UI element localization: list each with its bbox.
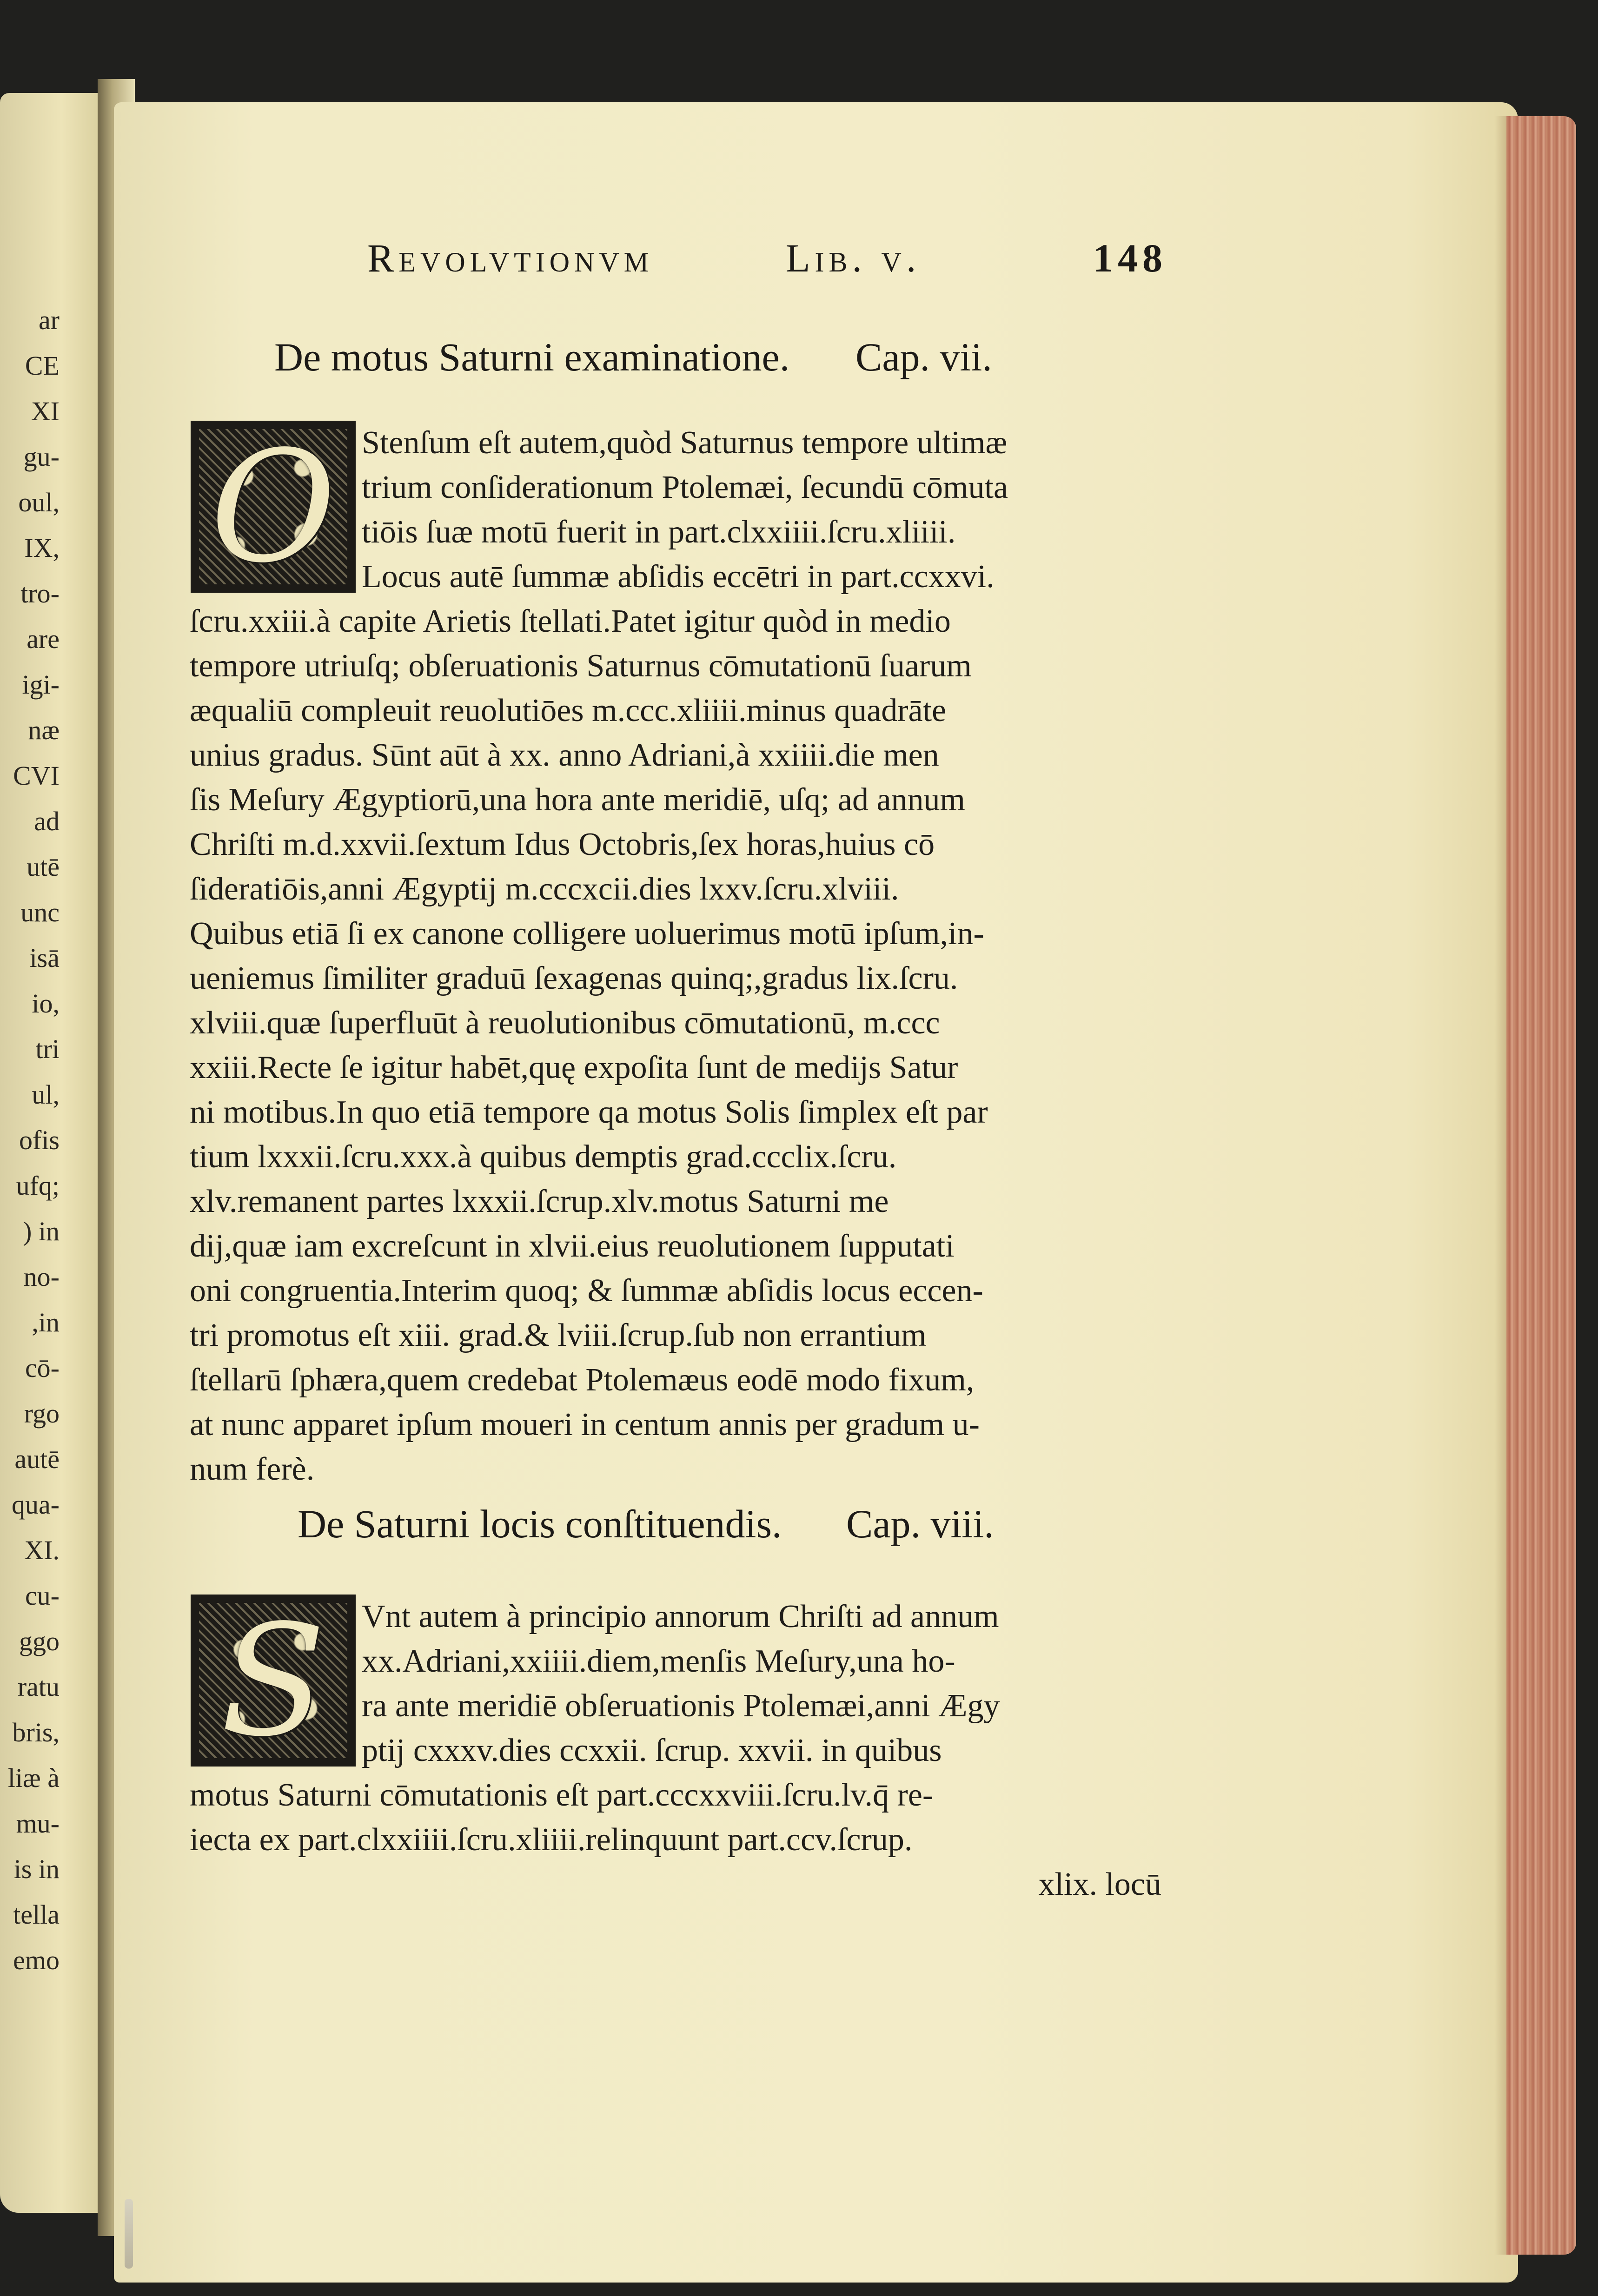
text-line: at nunc apparet ipſum moueri in centum annis per gradum u- [190, 1407, 980, 1442]
margin-fragment: tro- [20, 578, 60, 609]
margin-fragment: bris, [12, 1717, 60, 1747]
text-line: ſis Meſury Ægyptiorū,una hora ante meridiē, uſq; ad annum [190, 782, 965, 818]
margin-fragment: ) in [23, 1216, 60, 1246]
text-line: ni motibus.In quo etiā tempore qa motus Solis ſimplex eſt par [190, 1094, 988, 1130]
margin-fragment: XI [31, 396, 60, 426]
margin-fragment: cu- [25, 1581, 60, 1611]
margin-fragment: rgo [24, 1398, 60, 1429]
margin-fragment: cō- [25, 1353, 60, 1383]
text-line: tempore utriuſq; obſeruationis Saturnus cōmutationū ſuarum [190, 648, 972, 684]
text-line: Locus autē ſummæ abſidis eccētri in part.ccxxvi. [362, 559, 995, 595]
margin-fragment: ar [38, 305, 60, 335]
text-line: Chriſti m.d.xxvii.ſextum Idus Octobris,ſex horas,huius cō [190, 827, 935, 862]
text-line: xxiii.Recte ſe igitur habēt,quę expoſita ſunt de medijs Satur [190, 1050, 958, 1085]
margin-fragment: are [27, 624, 60, 654]
running-head-title: Revolvtionvm [367, 236, 654, 280]
text-line: æqualiū compleuit reuolutiōes m.ccc.xliiii.minus quadrāte [190, 693, 947, 728]
text-line: xlviii.quæ ſuperfluūt à reuolutionibus cōmutationū, m.ccc [190, 1005, 940, 1041]
text-line: ſcru.xxiii.à capite Arietis ſtellati.Patet igitur quòd in medio [190, 603, 951, 639]
margin-fragment: ufq; [16, 1171, 60, 1201]
margin-fragment: ratu [17, 1672, 60, 1702]
margin-fragment: unc [20, 897, 60, 927]
margin-fragment: ggo [19, 1626, 60, 1656]
margin-fragment: tella [13, 1899, 60, 1930]
margin-fragment: autē [14, 1444, 60, 1474]
margin-fragment: ,in [32, 1307, 60, 1337]
margin-fragment: ad [34, 806, 60, 836]
margin-fragment: emo [13, 1945, 60, 1975]
text-line: tri promotus eſt xiii. grad.& lviii.ſcrup.ſub non errantium [190, 1317, 927, 1353]
left-margin-fragments [4, 298, 60, 1983]
text-line: Stenſum eſt autem,quòd Saturnus tempore ultimæ [362, 425, 1008, 461]
margin-fragment: utē [27, 852, 60, 882]
text-line: Quibus etiā ſi ex canone colligere uoluerimus motū ipſum,in- [190, 916, 984, 952]
text-line: xx.Adriani,xxiiii.diem,menſis Meſury,una ho- [362, 1643, 955, 1679]
margin-fragment: mu- [16, 1808, 60, 1839]
margin-fragment: XI. [24, 1535, 60, 1565]
text-line: ra ante meridiē obſeruationis Ptolemæi,anni Ægy [362, 1688, 1000, 1724]
margin-fragment: CE [25, 351, 60, 381]
running-head-book: Lib. v. [786, 236, 921, 280]
chapter8-heading: De Saturni locis conſtituendis. [298, 1502, 782, 1546]
text-line: unius gradus. Sūnt aūt à xx. anno Adriani,à xxiiii.die men [190, 737, 939, 773]
text-line: xlv.remanent partes lxxxii.ſcrup.xlv.motus Saturni me [190, 1184, 889, 1219]
chapter8-cap: Cap. viii. [846, 1502, 994, 1546]
running-head [367, 235, 1167, 286]
left-facing-page [0, 93, 112, 2213]
text-line: iecta ex part.clxxiiii.ſcru.xliiii.relinquunt part.ccv.ſcrup. [190, 1822, 913, 1858]
page-block-red-edge [1506, 116, 1576, 2255]
text-line: motus Saturni cōmutationis eſt part.cccxxviii.ſcru.lv.q̄ re- [190, 1777, 934, 1813]
text-line: Vnt autem à principio annorum Chriſti ad annum [362, 1599, 999, 1634]
text-line: ſtellarū ſphæra,quem credebat Ptolemæus eodē modo fixum, [190, 1362, 975, 1398]
text-line: ptij cxxxv.dies ccxxii. ſcrup. xxvii. in quibus [362, 1733, 942, 1768]
margin-fragment: gu- [23, 442, 60, 472]
chapter7-body [190, 421, 1161, 1492]
margin-fragment: qua- [11, 1489, 60, 1520]
text-line: ſideratiōis,anni Ægyptij m.cccxcii.dies lxxv.ſcru.xlviii. [190, 871, 899, 907]
text-line: trium conſiderationum Ptolemæi, ſecundū cōmuta [362, 470, 1008, 505]
margin-fragment: CVI [13, 761, 60, 791]
text-line: xlix. locū [1038, 1866, 1161, 1902]
text-line: tiōis ſuæ motū fuerit in part.clxxiiii.ſcru.xliiii. [362, 514, 956, 550]
ribbon-bookmark [125, 2199, 133, 2269]
chapter8-body [190, 1595, 1161, 1907]
chapter7-cap: Cap. vii. [855, 335, 992, 379]
margin-fragment: ul, [32, 1079, 60, 1110]
text-line: num ferè. [190, 1451, 315, 1487]
margin-fragment: is in [13, 1854, 60, 1884]
margin-fragment: io, [32, 988, 60, 1019]
text-line: dij,quæ iam excreſcunt in xlvii.eius reuolutionem ſupputati [190, 1228, 955, 1264]
initial-letter: O [210, 421, 336, 593]
margin-fragment: liæ à [7, 1763, 60, 1793]
margin-fragment: tri [35, 1034, 60, 1064]
margin-fragment: oul, [18, 487, 60, 517]
margin-fragment: isā [29, 943, 60, 973]
margin-fragment: næ [28, 715, 60, 745]
text-line: ueniemus ſimiliter graduū ſexagenas quinq;,gradus lix.ſcru. [190, 960, 958, 996]
text-line: tium lxxxii.ſcru.xxx.à quibus demptis grad.ccclix.ſcru. [190, 1139, 897, 1175]
margin-fragment: IX, [24, 533, 60, 563]
text-line: oni congruentia.Interim quoq; & ſummæ abſidis locus eccen- [190, 1273, 983, 1309]
folio-number: 148 [1093, 236, 1167, 280]
margin-fragment: no- [23, 1262, 60, 1292]
margin-fragment: igi- [22, 669, 60, 700]
margin-fragment: ofis [19, 1125, 60, 1155]
initial-letter: S [220, 1595, 326, 1767]
chapter7-heading: De motus Saturni examinatione. [274, 335, 790, 379]
